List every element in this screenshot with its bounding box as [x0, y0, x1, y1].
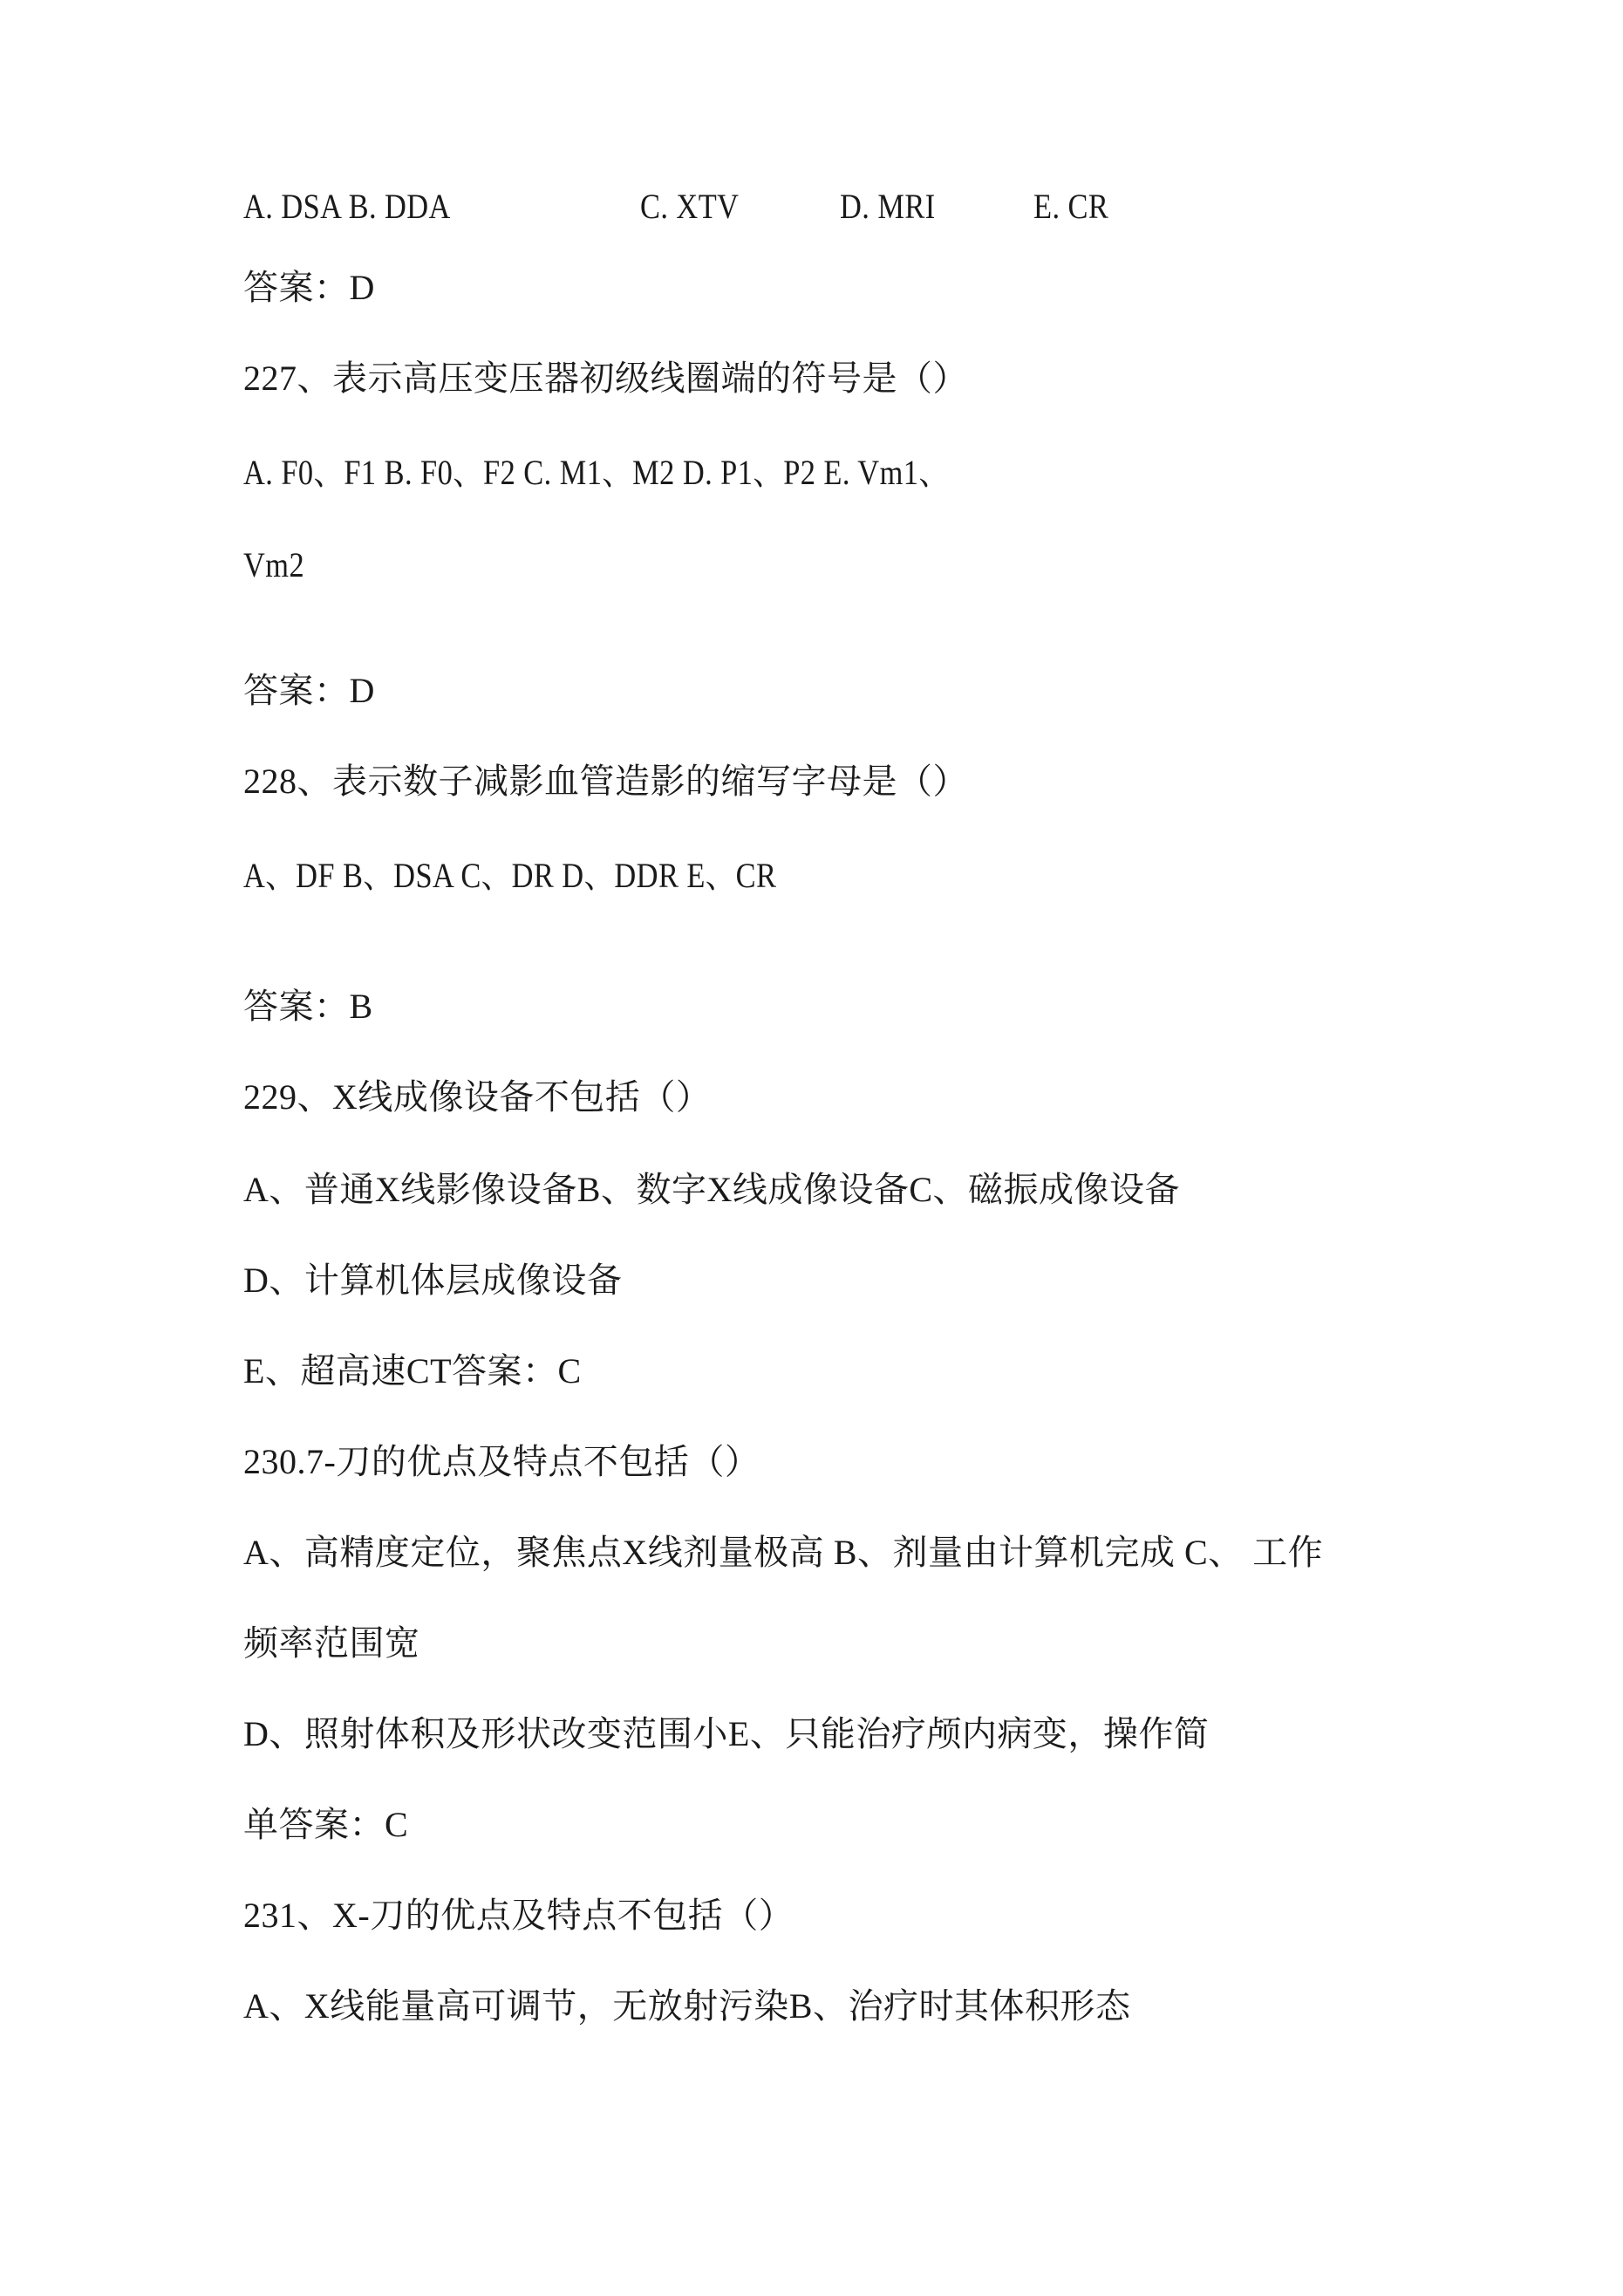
- options-line-1c: D. MRI: [840, 187, 936, 226]
- question-231: 231、X-刀的优点及特点不包括（）: [243, 1896, 794, 1935]
- answer-227: 答案：D: [243, 671, 375, 710]
- options-230-a-c: A、高精度定位，聚焦点X线剂量极高 B、剂量由计算机完成 C、 工作: [243, 1533, 1324, 1572]
- answer-228: 答案：B: [243, 987, 373, 1026]
- options-line-1a: A. DSA B. DDA: [243, 187, 451, 226]
- options-line-1b: C. XTV: [640, 187, 740, 226]
- question-228: 228、表示数子减影血管造影的缩写字母是（）: [243, 762, 968, 801]
- question-229: 229、X线成像设备不包括（）: [243, 1077, 712, 1117]
- question-227: 227、表示高压变压器初级线圈端的符号是（）: [243, 359, 968, 398]
- options-230-d-e: D、照射体积及形状改变范围小E、只能治疗颅内病变，操作简: [243, 1714, 1210, 1753]
- options-227-cont: Vm2: [243, 545, 305, 584]
- options-229-a-c: A、普通X线影像设备B、数字X线成像设备C、磁振成像设备: [243, 1170, 1181, 1209]
- options-line-1d: E. CR: [1033, 187, 1109, 226]
- options-227: A. F0、F1 B. F0、F2 C. M1、M2 D. P1、P2 E. Vm1、: [243, 453, 950, 492]
- options-230-c-cont: 频率范围宽: [243, 1623, 420, 1663]
- answer-line: 答案：D: [243, 268, 375, 307]
- question-230: 230.7-刀的优点及特点不包括（）: [243, 1442, 760, 1481]
- options-229-e-answer: E、超高速CT答案：C: [243, 1351, 582, 1391]
- options-228: A、DF B、DSA C、DR D、DDR E、CR: [243, 856, 777, 895]
- answer-230: 单答案：C: [243, 1805, 409, 1844]
- options-231-a-b: A、X线能量高可调节，无放射污染B、治疗时其体积形态: [243, 1986, 1131, 2026]
- options-229-d: D、计算机体层成像设备: [243, 1261, 623, 1300]
